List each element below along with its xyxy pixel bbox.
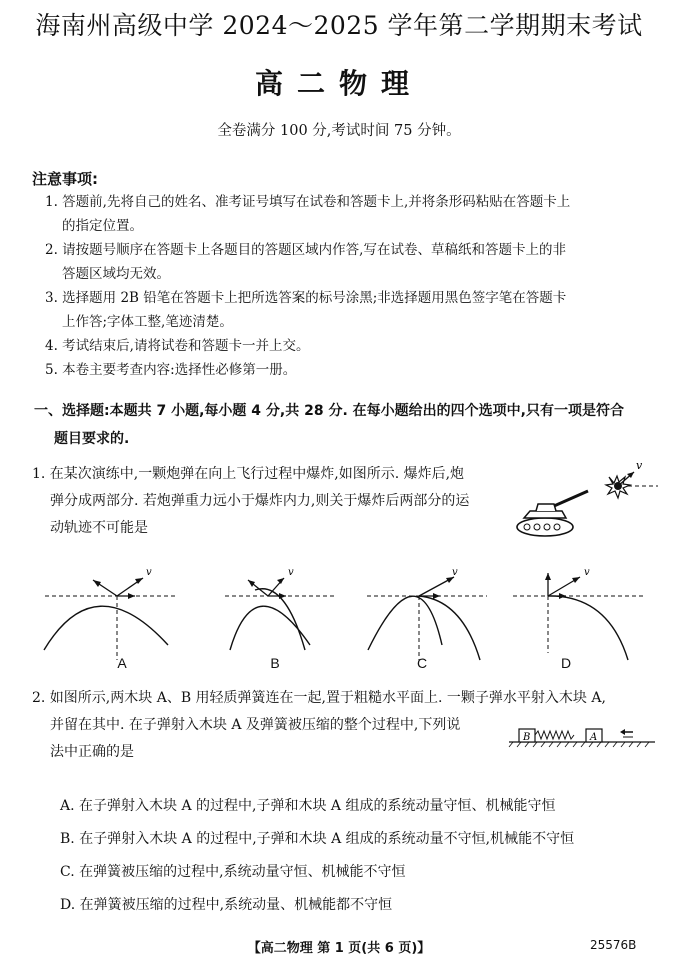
tank-explosion-figure (510, 455, 660, 550)
option-a-trajectory (40, 565, 180, 665)
notice-item-line: 4. 考试结束后,请将试卷和答题卡一并上交。 (45, 338, 310, 354)
block-b-label: B (523, 732, 531, 743)
subject-title: 高二物理 (254, 67, 423, 100)
spring (535, 731, 574, 739)
q2-option: D. 在弹簧被压缩的过程中,系统动量、机械能都不守恒 (60, 897, 393, 913)
section-heading (34, 397, 654, 453)
q2-option: C. 在弹簧被压缩的过程中,系统动量守恒、机械能不守恒 (60, 864, 406, 880)
notice-item (45, 286, 657, 334)
bullet-icon (620, 729, 633, 737)
notice-item-line: 上作答;字体工整,笔迹清楚。 (62, 314, 233, 330)
question-line: 2. 如图所示,两木块 A、B 用轻质弹簧连在一起,置于粗糙水平面上. 一颗子弹水平射入木块 A, (32, 690, 606, 706)
option-label: A (117, 655, 127, 671)
question-line: 1. 在某次演练中,一颗炮弹在向上飞行过程中爆炸,如图所示. 爆炸后,炮 (32, 466, 465, 482)
option-c-trajectory (362, 565, 502, 665)
spring-blocks-figure (507, 720, 657, 750)
q2-option: B. 在子弹射入木块 A 的过程中,子弹和木块 A 组成的系统动量不守恒,机械能不守恒 (60, 831, 575, 847)
notice-item (45, 358, 657, 382)
section-heading-line: 一、选择题:本题共 7 小题,每小题 4 分,共 28 分. 在每小题给出的四个选项中,只有一项是符合 (34, 403, 624, 419)
option-b-trajectory (200, 565, 340, 665)
question-1-stem (32, 461, 522, 542)
notice-item-line: 2. 请按题号顺序在答题卡上各题目的答题区域内作答,写在试卷、草稿纸和答题卡上的非 (45, 242, 566, 258)
option-velocity-label: v (584, 567, 590, 578)
option-label: D (560, 655, 572, 671)
notice-item-line: 5. 本卷主要考查内容:选择性必修第一册。 (45, 362, 297, 378)
question-line: 动轨迹不可能是 (50, 520, 148, 536)
notice-item-line: 1. 答题前,先将自己的姓名、准考证号填写在试卷和答题卡上,并将条形码粘贴在答题卡上 (45, 194, 571, 210)
notice-list (45, 190, 657, 382)
page-footer: 【高二物理 第 1 页(共 6 页)】 (247, 941, 431, 956)
option-label: C (416, 655, 428, 671)
tank-icon (517, 491, 588, 536)
paper-code: 25576B (590, 938, 637, 952)
question-line: 弹分成两部分. 若炮弹重力远小于爆炸内力,则关于爆炸后两部分的运 (50, 493, 470, 509)
notice-item-line: 3. 选择题用 2B 铅笔在答题卡上把所选答案的标号涂黑;非选择题用黑色签字笔在答题卡 (45, 290, 567, 306)
option-velocity-label: v (452, 567, 458, 578)
velocity-label: v (636, 459, 643, 472)
question-line: 法中正确的是 (50, 744, 134, 760)
notice-item-line: 答题区域均无效。 (62, 266, 170, 282)
q2-option: A. 在子弹射入木块 A 的过程中,子弹和木块 A 组成的系统动量守恒、机械能守恒 (60, 798, 556, 814)
section-heading-line: 题目要求的. (54, 431, 130, 447)
question-line: 并留在其中. 在子弹射入木块 A 及弹簧被压缩的整个过程中,下列说 (50, 717, 461, 733)
block-a-label: A (590, 732, 598, 743)
notice-title: 注意事项: (32, 170, 98, 188)
option-label: B (270, 655, 280, 671)
option-velocity-label: v (288, 567, 294, 578)
notice-item (45, 238, 657, 286)
exam-title: 海南州高级中学 2024～2025 学年第二学期期末考试 (35, 11, 643, 40)
option-velocity-label: v (146, 567, 152, 578)
notice-item (45, 334, 657, 358)
full-score-note: 全卷满分 100 分,考试时间 75 分钟。 (217, 123, 461, 139)
notice-item-line: 的指定位置。 (62, 218, 143, 234)
option-d-trajectory (508, 565, 648, 665)
notice-item (45, 190, 657, 238)
